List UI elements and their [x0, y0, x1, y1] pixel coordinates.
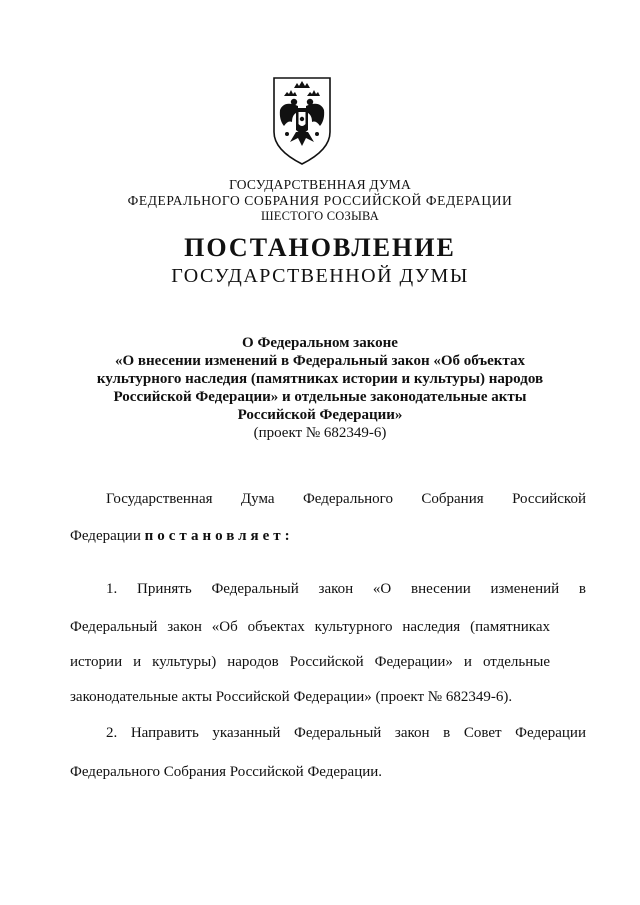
- resolution-heading: [60, 334, 580, 442]
- document-subtitle: ГОСУДАРСТВЕННОЙ ДУМЫ: [171, 265, 469, 287]
- item-1-line-2: Федеральный закон «Об объектах культурного наследия (памятниках: [70, 619, 550, 635]
- item-2-line-2: Федерального Собрания Российской Федерации.: [70, 764, 383, 780]
- intro-line-2-start: Федерации: [70, 528, 141, 544]
- intro-line-2-emphasis: постановляет:: [144, 528, 294, 544]
- heading-line-2: «О внесении изменений в Федеральный закон «Об объектах: [114, 353, 525, 369]
- heading-line-4: Российской Федерации» и отдельные законодательные акты: [113, 389, 527, 405]
- intro-line-2: [70, 527, 550, 545]
- heading-line-5: Российской Федерации»: [237, 407, 403, 423]
- item-1-line-1: 1. Принять Федеральный закон «О внесении изменений в: [106, 581, 586, 597]
- item-2-line-1: 2. Направить указанный Федеральный закон в Совет Федерации: [106, 725, 586, 741]
- org-line-3: ШЕСТОГО СОЗЫВА: [260, 209, 380, 223]
- item-1-line-3: истории и культуры) народов Российской Федерации» и отдельные: [70, 654, 550, 670]
- heading-line-1: О Федеральном законе: [242, 335, 398, 351]
- document-title: ПОСТАНОВЛЕНИЕ: [184, 233, 456, 262]
- coat-of-arms-emblem-icon: [270, 74, 334, 168]
- org-line-1: ГОСУДАРСТВЕННАЯ ДУМА: [229, 177, 411, 192]
- heading-project-number: (проект № 682349-6): [253, 425, 387, 441]
- intro-line-1: Государственная Дума Федерального Собрания Российской: [106, 491, 586, 507]
- item-1-line-4: законодательные акты Российской Федерации» (проект № 682349-6).: [70, 689, 513, 705]
- heading-line-3: культурного наследия (памятниках истории и культуры) народов: [96, 371, 544, 387]
- org-line-2: ФЕДЕРАЛЬНОГО СОБРАНИЯ РОССИЙСКОЙ ФЕДЕРАЦИИ: [127, 193, 513, 208]
